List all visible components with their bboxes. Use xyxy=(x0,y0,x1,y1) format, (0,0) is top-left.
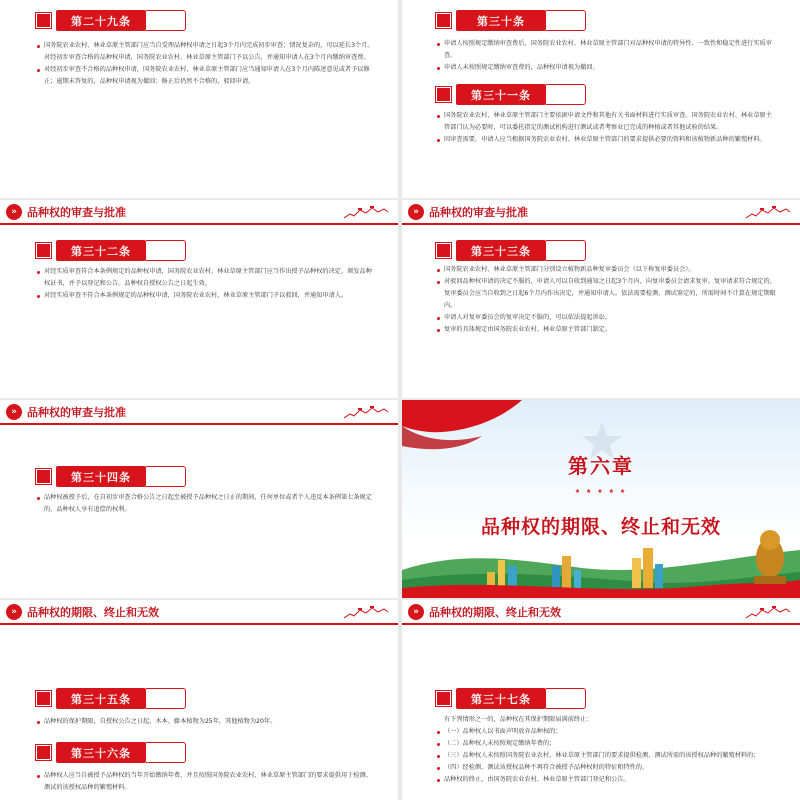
article-heading xyxy=(436,84,586,105)
section-title: 品种权的审查与批准 xyxy=(27,406,126,419)
slide-article-35-36 xyxy=(0,600,398,800)
paragraph: （一）品种权人以书面声明放弃品种权的； xyxy=(436,726,782,738)
paragraph: 国务院农业农村、林业草原主管部门分别设立植物新品种复审委员会（以下称复审委员会）。 xyxy=(436,264,776,276)
article-body xyxy=(36,770,376,794)
paragraph: 对经实质审查符合本条例规定的品种权申请，国务院农业农村、林业草原主管部门应当作出授予品种权的决定，颁发品种权证书，并予以登记和公告。品种权自授权公告之日起生效。 xyxy=(36,266,376,290)
article-heading xyxy=(36,10,186,31)
chevron-right-icon: » xyxy=(408,604,424,620)
article-body xyxy=(436,264,776,336)
article-heading xyxy=(36,688,186,709)
section-header xyxy=(0,400,398,423)
article-number: 第三十二条 xyxy=(56,240,146,261)
paragraph: （四）经检测、测试该授权品种不再符合被授予品种权时的特征和特性的。 xyxy=(436,762,782,774)
intro-text: 有下列情形之一的，品种权在其保护期限届满前终止： xyxy=(444,716,593,723)
slide-article-30-31 xyxy=(402,0,800,198)
heading-square-icon xyxy=(436,243,451,258)
article-number: 第三十条 xyxy=(456,10,546,31)
section-title: 品种权的审查与批准 xyxy=(27,206,126,219)
chevron-right-icon: » xyxy=(6,204,22,220)
slide-chapter-cover xyxy=(402,400,800,598)
article-heading xyxy=(36,466,186,487)
star-divider: ★ ★ ★ ★ ★ xyxy=(574,488,628,495)
paragraph: 申请人按照规定缴纳审查费后，国务院农业农村、林业草原主管部门对品种权申请的特异性、一致性和稳定性进行实质审查。 xyxy=(436,38,776,62)
paragraph: （二）品种权人未按照规定缴纳年费的； xyxy=(436,738,782,750)
slide-article-33 xyxy=(402,200,800,398)
article-number: 第三十七条 xyxy=(456,688,546,709)
paragraph: 品种权人应当自被授予品种权的当年开始缴纳年费，并且按照国务院农业农村、林业草原主管部门的要求提供用于检测、测试的该授权品种的繁殖材料。 xyxy=(36,770,376,794)
slide-article-37 xyxy=(402,600,800,800)
chevron-right-icon: » xyxy=(408,204,424,220)
paragraph: 品种权被授予后，在自初步审查合格公告之日起至被授予品种权之日止的期间，任何单位或者个人违反本条例第七条规定的，品种权人享有追偿的权利。 xyxy=(36,492,376,516)
paragraph: 国务院农业农村、林业草原主管部门应当自受理品种权申请之日起3个月内完成初步审查；情况复杂的，可以延长3个月。对经初步审查合格的品种权申请，国务院农业农村、林业草原主管部门予以公告，并通知申请人在3个月内缴纳审查费。 xyxy=(36,40,376,64)
great-wall-icon xyxy=(344,404,388,420)
paragraph: 国务院农业农村、林业草原主管部门主要依据申请文件和其他有关书面材料进行实质审查。国务院农业农村、林业草原主管部门认为必要时，可以委托指定的测试机构进行测试或者考察业已完成的种植或者其他试验的结果。 xyxy=(436,110,776,134)
article-heading xyxy=(36,742,186,763)
article-body xyxy=(36,716,376,728)
article-number: 第三十四条 xyxy=(56,466,146,487)
section-title: 品种权的期限、终止和无效 xyxy=(27,606,159,619)
article-body xyxy=(436,38,776,74)
chapter-number: 第六章 xyxy=(568,454,634,478)
article-number: 第二十九条 xyxy=(56,10,146,31)
article-number: 第三十三条 xyxy=(456,240,546,261)
heading-square-icon xyxy=(36,243,51,258)
great-wall-icon xyxy=(344,204,388,220)
section-title: 品种权的期限、终止和无效 xyxy=(429,606,561,619)
paragraph: 对经初步审查不合格的品种权申请，国务院农业农村、林业草原主管部门应当通知申请人在3个月内陈述意见或者予以修正；逾期未答复的，品种权申请视为撤回；修正后仍然不合格的，驳回申请。 xyxy=(36,64,376,88)
heading-square-icon xyxy=(436,87,451,102)
paragraph: 品种权的保护期限，自授权公告之日起，木本、藤本植物为25年，其他植物为20年。 xyxy=(36,716,376,728)
cover-background-art xyxy=(402,400,800,598)
great-wall-icon xyxy=(344,604,388,620)
slide-article-32 xyxy=(0,200,398,398)
heading-square-icon xyxy=(36,745,51,760)
great-wall-icon xyxy=(746,204,790,220)
heading-square-icon xyxy=(436,13,451,28)
paragraph: 品种权的终止，由国务院农业农村、林业草原主管部门登记和公告。 xyxy=(436,774,782,786)
heading-square-icon xyxy=(36,13,51,28)
chevron-right-icon: » xyxy=(6,604,22,620)
paragraph: 复审的具体规定由国务院农业农村、林业草原主管部门制定。 xyxy=(436,324,776,336)
article-body xyxy=(436,714,782,786)
article-number: 第三十六条 xyxy=(56,742,146,763)
section-title: 品种权的审查与批准 xyxy=(429,206,528,219)
section-header xyxy=(0,600,398,623)
heading-square-icon xyxy=(36,691,51,706)
article-body xyxy=(36,492,376,516)
article-number: 第三十一条 xyxy=(456,84,546,105)
article-body xyxy=(36,40,376,88)
paragraph: （三）品种权人未按照国务院农业农村、林业草原主管部门的要求提供检测、测试所需的该授权品种的繁殖材料的； xyxy=(436,750,782,762)
paragraph: 申请人对复审委员会的复审决定不服的，可以依法提起诉讼。 xyxy=(436,312,776,324)
article-heading xyxy=(436,240,586,261)
heading-square-icon xyxy=(436,691,451,706)
paragraph: 对驳回品种权申请的决定不服的，申请人可以自收到通知之日起3个月内，向复审委员会请求复审。复审请求符合规定的，复审委员会应当自收到之日起6个月内作出决定，并通知申请人。依法需要检测、测试鉴定的，所需时间不计算在规定期限内。 xyxy=(436,276,776,312)
heading-square-icon xyxy=(36,469,51,484)
section-header xyxy=(402,600,800,623)
article-body xyxy=(36,266,376,302)
slide-article-34 xyxy=(0,400,398,598)
great-wall-icon xyxy=(746,604,790,620)
article-heading xyxy=(436,10,586,31)
paragraph: 对经实质审查不符合本条例规定的品种权申请，国务院农业农村、林业草原主管部门予以驳回，并通知申请人。 xyxy=(36,290,376,302)
paragraph: 申请人未按照规定缴纳审查费的，品种权申请视为撤回。 xyxy=(436,62,776,74)
article-heading xyxy=(436,688,586,709)
chevron-right-icon: » xyxy=(6,404,22,420)
article-number: 第三十五条 xyxy=(56,688,146,709)
article-body xyxy=(436,110,776,146)
section-header xyxy=(0,200,398,223)
chapter-title: 品种权的期限、终止和无效 xyxy=(480,516,721,538)
paragraph: 因审查需要，申请人应当根据国务院农业农村、林业草原主管部门的要求提供必要的资料和该植物新品种的繁殖材料。 xyxy=(436,134,776,146)
section-header xyxy=(402,200,800,223)
slide-article-29 xyxy=(0,0,398,198)
article-heading xyxy=(36,240,186,261)
